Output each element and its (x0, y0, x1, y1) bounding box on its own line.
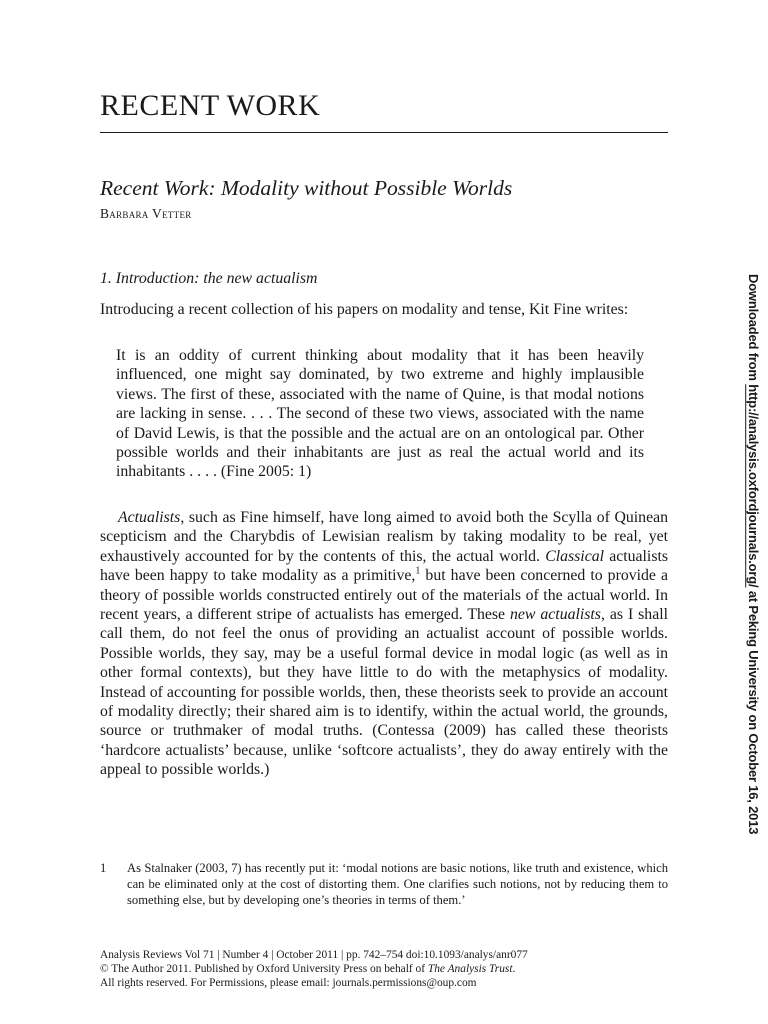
intro-paragraph (100, 300, 668, 319)
footnote-number: 1 (100, 861, 107, 875)
footnote-text: As Stalnaker (2003, 7) has recently put it: ‘modal notions are basic notions, like truth and existence, which can be eliminated only at the cost of distorting them. One clarifies such notions, not by reducing them to something else, but by developing one’s theories in terms of them.’ (127, 861, 668, 907)
paragraph-segment: , such as Fine himself, have long aimed to avoid both the Scylla of Quinean scepticism and the Charybdis of Lewisian realism by taking modality to be real, yet exhaustively accounted for by the contents of this, the actual world. (100, 509, 668, 565)
footnote (100, 860, 668, 908)
author-name: Barbara Vetter (100, 206, 192, 221)
quote-text: It is an oddity of current thinking about modality that it has been heavily influenced, one might say dominated, by two extreme and highly implausible views. The first of these, associated with the name of Quine, is that modal notions are lacking in sense. . . . The second of these two views, associated with the name of David Lewis, is that the possible and the actual are on an ontological par. Other possible worlds and their inhabitants are just as real the actual world and its inhabitants . . . . (Fine 2005: 1) (116, 347, 644, 481)
paragraph-segment: but have been concerned to provide a theory of possible worlds constructed entirely out of the materials of the actual world. In recent years, a different stripe of actualists has emerged. These (100, 567, 668, 624)
copyright-text: © The Author 2011. Published by Oxford University Press on behalf of (100, 963, 428, 975)
journal-link[interactable]: http://analysis.oxfordjournals.org/ (746, 384, 761, 588)
term-new-actualists: new actualists (510, 606, 601, 624)
term-actualists: Actualists (118, 509, 181, 526)
copyright-line (100, 962, 668, 976)
download-watermark (745, 274, 761, 834)
paragraph-text (100, 508, 668, 780)
paragraph-segment: actualists have been happy to take modality as a primitive, (100, 547, 669, 585)
download-prefix: Downloaded from (746, 274, 761, 385)
download-suffix: at Peking University on October 16, 2013 (746, 587, 761, 835)
article-title: Recent Work: Modality without Possible Worlds (100, 176, 513, 200)
journal-info-line: Analysis Reviews Vol 71 | Number 4 | October 2011 | pp. 742–754 doi:10.1093/analys/anr077 (100, 949, 528, 961)
body-paragraph (100, 508, 668, 780)
block-quote (116, 346, 644, 482)
analysis-trust-name: The Analysis Trust (427, 963, 513, 975)
section-header: RECENT WORK (100, 86, 668, 133)
intro-text: Introducing a recent collection of his papers on modality and tense, Kit Fine writes: (100, 301, 629, 318)
publication-info (100, 948, 668, 990)
footnote-marker[interactable]: 1 (415, 565, 421, 577)
section-heading: 1. Introduction: the new actualism (100, 270, 318, 287)
paragraph-segment: , as I shall call them, do not feel the onus of providing an actualist account of possible worlds. Possible worlds, they say, may be a useful formal device in modal logic (as well as in other formal contexts), but they have little to do with the metaphysics of modality. Instead of accounting for possible worlds, then, these theorists seek to provide an account of modality directly; their shared aim is to identify, within the actual world, the grounds, source or truthmaker of modal truths. (Contessa (2009) has called these theorists ‘hardcore actualists’ because, unlike ‘softcore actualists’, they do away entirely with the appeal to possible worlds.) (100, 606, 668, 779)
rights-line: All rights reserved. For Permissions, please email: journals.permissions@oup.com (100, 977, 477, 989)
copyright-period: . (512, 963, 516, 975)
term-classical: Classical (545, 547, 604, 565)
